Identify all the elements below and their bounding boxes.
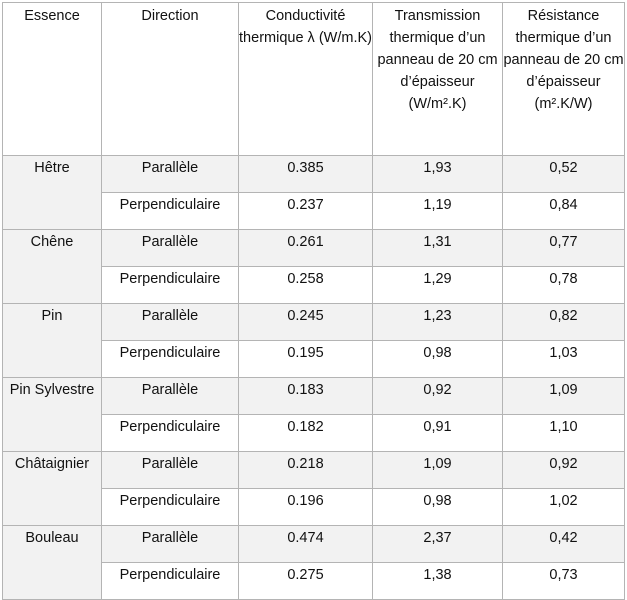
species-name: Pin Sylvestre [9,382,95,398]
header-row [3,3,625,156]
direction-cell: Parallèle [102,526,239,563]
transmission-cell: 1,23 [373,304,503,341]
conductivity-cell: 0.195 [239,341,373,378]
header-conductivite: Conductivité thermique λ (W/m.K) [239,3,373,156]
species-cell [3,230,102,304]
direction-cell: Perpendiculaire [102,415,239,452]
conductivity-cell: 0.275 [239,563,373,600]
transmission-cell: 0,98 [373,341,503,378]
transmission-cell: 0,91 [373,415,503,452]
resistance-cell: 1,09 [503,378,625,415]
table-body [3,156,625,600]
direction-cell: Perpendiculaire [102,193,239,230]
table-row [3,452,625,489]
species-name: Hêtre [34,160,70,176]
conductivity-cell: 0.245 [239,304,373,341]
direction-cell: Parallèle [102,230,239,267]
resistance-cell: 0,77 [503,230,625,267]
conductivity-cell: 0.385 [239,156,373,193]
transmission-cell: 0,98 [373,489,503,526]
species-name: Châtaignier [14,456,90,472]
direction-cell: Parallèle [102,452,239,489]
transmission-cell: 1,19 [373,193,503,230]
resistance-cell: 0,92 [503,452,625,489]
species-cell [3,526,102,600]
transmission-cell: 1,09 [373,452,503,489]
species-cell [3,452,102,526]
table-row [3,156,625,193]
transmission-cell: 1,38 [373,563,503,600]
header-essence: Essence [3,3,102,156]
transmission-cell: 2,37 [373,526,503,563]
conductivity-cell: 0.261 [239,230,373,267]
species-name: Chêne [30,234,74,250]
conductivity-cell: 0.258 [239,267,373,304]
resistance-cell: 0,78 [503,267,625,304]
conductivity-cell: 0.237 [239,193,373,230]
table-row [3,526,625,563]
resistance-cell: 0,82 [503,304,625,341]
table-row [3,230,625,267]
header-direction: Direction [102,3,239,156]
resistance-cell: 1,10 [503,415,625,452]
direction-cell: Perpendiculaire [102,489,239,526]
conductivity-cell: 0.196 [239,489,373,526]
thermal-properties-table [2,2,625,600]
direction-cell: Perpendiculaire [102,563,239,600]
transmission-cell: 1,31 [373,230,503,267]
table-row [3,378,625,415]
direction-cell: Perpendiculaire [102,341,239,378]
conductivity-cell: 0.218 [239,452,373,489]
resistance-cell: 0,73 [503,563,625,600]
resistance-cell: 1,03 [503,341,625,378]
conductivity-cell: 0.183 [239,378,373,415]
table-row [3,304,625,341]
transmission-cell: 0,92 [373,378,503,415]
transmission-cell: 1,93 [373,156,503,193]
transmission-cell: 1,29 [373,267,503,304]
conductivity-cell: 0.182 [239,415,373,452]
resistance-cell: 0,84 [503,193,625,230]
species-cell [3,304,102,378]
resistance-cell: 1,02 [503,489,625,526]
species-cell [3,378,102,452]
direction-cell: Parallèle [102,304,239,341]
table-header [3,3,625,156]
resistance-cell: 0,42 [503,526,625,563]
header-resistance: Résistance thermique d’un panneau de 20 cm d’épaisseur (m².K/W) [503,3,625,156]
header-transmission: Transmission thermique d’un panneau de 20 cm d’épaisseur (W/m².K) [373,3,503,156]
resistance-cell: 0,52 [503,156,625,193]
direction-cell: Parallèle [102,378,239,415]
species-name: Pin [41,308,63,324]
species-cell [3,156,102,230]
direction-cell: Perpendiculaire [102,267,239,304]
species-name: Bouleau [25,530,79,546]
conductivity-cell: 0.474 [239,526,373,563]
direction-cell: Parallèle [102,156,239,193]
